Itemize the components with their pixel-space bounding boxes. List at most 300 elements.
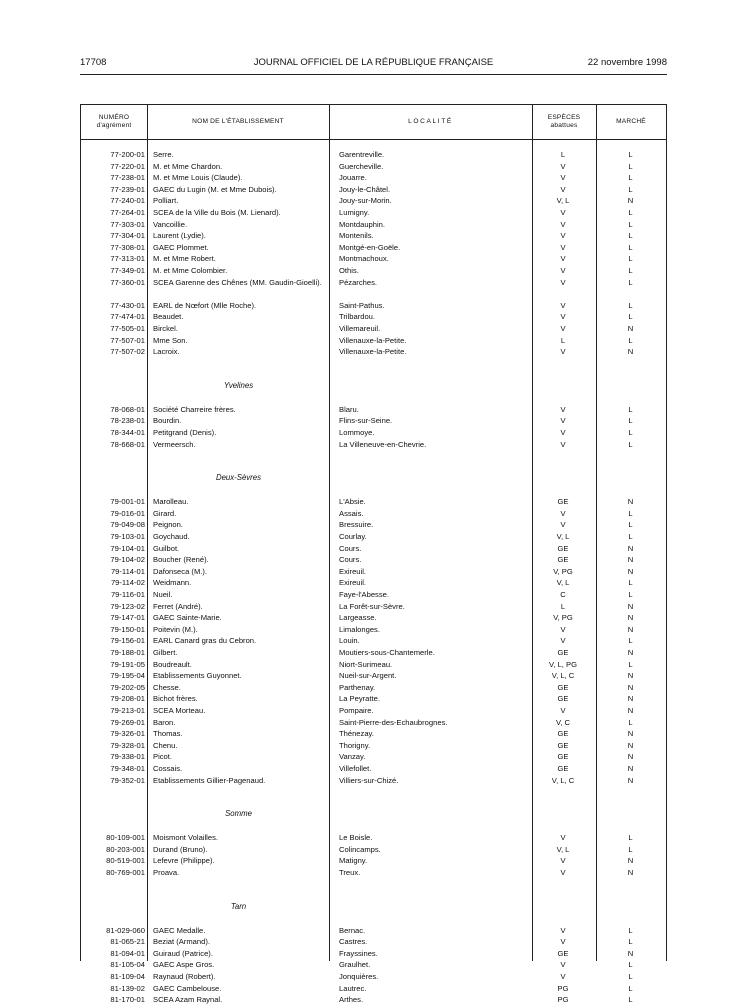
species: V [560,428,566,437]
establishment-name: Gilbert. [153,648,178,657]
table-row [81,948,666,960]
agrement-number: 79-269-01 [110,717,145,727]
locality: Pézarches. [339,277,377,287]
locality: Villiers-sur-Chizé. [339,775,399,785]
locality: La Peyratte. [339,694,380,704]
species: GE [557,764,569,773]
column-header-nom [147,105,329,139]
locality: Vanzay. [339,752,366,762]
table-row [81,624,666,636]
table-row [81,265,666,277]
column-header-localite-label: LOCALITÉ [408,118,453,125]
establishment-name: Marolleau. [153,497,189,507]
table-row [81,728,666,740]
department-heading: Tarn [230,901,247,911]
market: N [627,856,634,866]
establishment-name: Laurent (Lydie). [153,231,206,241]
species: V [560,242,566,252]
agrement-number: 80-109-001 [106,833,145,843]
department-heading: Somme [225,809,252,819]
species: GE [557,497,569,507]
agrement-number: 77-308-01 [110,242,145,252]
species: V [560,925,566,935]
market: L [628,717,633,727]
market: N [627,948,634,958]
species: L [560,335,566,345]
locality: Thorigny. [339,740,371,750]
market: N [627,497,634,507]
column-header-numero [81,105,147,139]
market: L [628,219,633,229]
agrement-number: 77-200-01 [110,150,145,159]
establishment-name: Mme Son. [153,335,188,345]
locality: Faye-l'Abesse. [339,590,389,599]
agrement-number: 79-104-02 [110,555,145,565]
locality: Matigny. [339,856,368,866]
establishment-name: Dafonseca (M.). [153,566,208,576]
agrement-number: 77-505-01 [110,324,145,333]
species: V [560,254,566,264]
table-row [81,195,666,207]
table-row [81,682,666,694]
market: N [627,613,634,623]
establishment-name: Proava. [153,868,180,877]
species: V [560,960,566,970]
species: GE [557,752,569,762]
table-row [81,971,666,983]
locality: Jouy-sur-Morin. [339,196,392,206]
agrement-number: 77-264-01 [110,208,145,217]
table-row [81,496,666,508]
table-row [81,323,666,335]
agrement-number: 77-360-01 [110,277,145,287]
locality: Lautrec. [339,983,367,993]
agrement-number: 80-519-001 [106,856,145,866]
locality: La Villeneuve-en-Chevrie. [339,439,427,449]
market: N [627,671,634,681]
market: L [628,983,633,993]
agrement-number: 79-123-02 [110,601,145,611]
species: V [560,868,566,877]
market: N [627,706,634,715]
agrement-number: 80-203-001 [106,844,145,854]
species: V [560,208,566,217]
species: C [560,590,566,599]
locality: Jouy-le-Châtel. [339,184,391,194]
table-row [81,335,666,347]
column-header-especes-line2: abattues [550,122,578,129]
column-header-especes-line1: ESPÈCES [547,114,581,121]
agrement-number: 77-507-02 [110,347,145,357]
table-row [81,554,666,566]
agrement-number: 79-326-01 [110,729,145,739]
table-row [81,300,666,312]
table-row [81,670,666,682]
table-row [81,740,666,752]
locality: Trilbardou. [339,312,376,322]
column-header-numero-line1: NUMÉRO [98,114,130,121]
species: GE [557,729,569,739]
establishment-name: SCEA Garenne des Chênes (MM. Gaudin-Gioelli). [153,277,322,287]
page-header [80,56,667,70]
establishment-name: GAEC Plommet. [153,242,209,252]
locality: Bressuire. [339,520,374,530]
market: N [627,324,634,333]
establishment-name: M. et Mme Colombier. [153,266,228,275]
establishment-name: GAEC Cambelouse. [153,983,222,993]
market: L [628,266,633,275]
species: V, L, C [551,671,575,681]
species: V, L, C [551,775,575,785]
column-header-nom-label: NOM DE L'ÉTABLISSEMENT [192,118,284,125]
market: L [628,208,633,217]
species: V, L [556,196,570,206]
establishment-name: Etablissements Gillier-Pagenaud. [153,775,266,785]
agrement-number: 79-328-01 [110,740,145,750]
table-row [81,172,666,184]
locality: Villenauxe-la-Petite. [339,335,407,345]
market: L [628,173,633,183]
locality: Lommoye. [339,428,375,437]
market: N [627,543,634,553]
table-row [81,612,666,624]
locality: Bernac. [339,925,366,935]
establishment-name: Bichot frères. [153,694,198,704]
establishment-name: GAEC Medalle. [153,925,206,935]
table-row [81,775,666,787]
establishment-name: Chenu. [153,740,178,750]
table-row [81,589,666,601]
species: V [560,266,566,275]
agrement-number: 79-114-02 [110,578,145,588]
agrement-number: 79-001-01 [110,497,145,507]
agrement-number: 79-208-01 [110,694,145,704]
market: L [628,578,633,588]
table-row [81,404,666,416]
locality: Louin. [339,636,360,646]
table-row [81,543,666,555]
agrement-number: 79-016-01 [110,508,145,518]
locality: Guercheville. [339,161,384,171]
locality: Blaru. [339,404,359,414]
publication-date: 22 novembre 1998 [587,57,667,68]
agrement-number: 78-238-01 [110,416,145,426]
establishment-name: Serre. [153,150,174,159]
locality: Niort-Surimeau. [339,659,393,669]
market: L [628,428,633,437]
establishment-name: SCEA de la Ville du Bois (M. Lienard). [153,208,281,217]
market: L [628,937,633,947]
market: L [628,161,633,171]
market: N [627,729,634,739]
agrement-number: 79-188-01 [110,648,145,657]
establishment-name: Vancoillie. [153,219,188,229]
establishment-name: Lefevre (Philippe). [153,856,215,866]
locality: Villemareuil. [339,324,381,333]
market: N [627,555,634,565]
establishment-name: Ferret (André). [153,601,203,611]
market: L [628,590,633,599]
market: L [628,508,633,518]
establishment-name: Polliart. [153,196,179,206]
species: L [560,601,566,611]
agrement-number: 79-191-05 [110,659,145,669]
table-row [81,508,666,520]
agrement-number: 79-104-01 [110,543,145,553]
market: L [628,150,633,159]
agrement-number: 77-304-01 [110,231,145,241]
table-row [81,439,666,451]
establishment-name: GAEC du Lugin (M. et Mme Dubois). [153,184,277,194]
table-row [81,855,666,867]
locality: Exireuil. [339,566,367,576]
species: V [560,624,566,634]
species: V, PG [553,613,573,623]
species: GE [557,543,569,553]
establishment-name: M. et Mme Robert. [153,254,216,264]
establishment-name: SCEA Azam Raynal. [153,995,223,1005]
agrement-number: 77-507-01 [110,335,145,345]
establishment-name: Guilbot. [153,543,180,553]
establishment-name: Weidmann. [153,578,192,588]
department-heading: Yvelines [223,380,254,390]
table-row [81,219,666,231]
table-row [81,161,666,173]
locality: Moutiers-sous-Chantemerle. [339,648,435,657]
species: GE [557,740,569,750]
agrement-number: 79-116-01 [110,590,145,599]
locality: Montenils. [339,231,374,241]
locality: Lumigny. [339,208,370,217]
agrement-number: 79-348-01 [110,764,145,773]
locality: Flins-sur-Seine. [339,416,393,426]
species: V [560,508,566,518]
table-row [81,427,666,439]
species: V [560,856,566,866]
market: L [628,520,633,530]
department-heading: Deux-Sèvres [215,473,262,483]
establishment-name: Baron. [153,717,176,727]
locality: Largeasse. [339,613,377,623]
table-row [81,705,666,717]
establishment-name: EARL de Nœfort (Mlle Roche). [153,300,257,310]
locality: Frayssines. [339,948,378,958]
species: GE [557,648,569,657]
agrement-number: 79-103-01 [110,532,145,541]
locality: Limalonges. [339,624,380,634]
market: N [627,648,634,657]
table-row [81,577,666,589]
agrement-number: 77-349-01 [110,266,145,275]
establishment-name: Boudreault. [153,659,192,669]
table-row [81,566,666,578]
market: L [628,833,633,843]
header-row-divider [81,139,666,140]
table-row [81,149,666,161]
species: V [560,416,566,426]
species: V [560,347,566,357]
table-row [81,751,666,763]
market: L [628,416,633,426]
agrement-number: 78-668-01 [110,439,145,449]
agrement-number: 77-430-01 [110,300,145,310]
establishment-name: Cossais. [153,764,183,773]
market: N [627,624,634,634]
species: V [560,833,566,843]
market: N [627,740,634,750]
species: GE [557,948,569,958]
establishment-name: Boucher (René). [153,555,209,565]
table-row [81,959,666,971]
agrement-number: 81-105-04 [110,960,145,970]
species: V [560,520,566,530]
agrement-number: 79-150-01 [110,624,145,634]
agrement-number: 79-338-01 [110,752,145,762]
species: V, L [556,844,570,854]
establishment-name: SCEA Morteau. [153,706,206,715]
table-row [81,832,666,844]
market: L [628,231,633,241]
locality: Montdauphin. [339,219,386,229]
locality: Cours. [339,543,362,553]
table-row [81,346,666,358]
table-row [81,242,666,254]
locality: L'Absie. [339,497,366,507]
establishment-name: GAEC Sainte-Marie. [153,613,222,623]
table-row [81,531,666,543]
locality: La Forêt-sur-Sèvre. [339,601,405,611]
agrement-number: 81-094-01 [110,948,145,958]
locality: Exireuil. [339,578,367,588]
market: L [628,972,633,981]
establishment-name: Beaudet. [153,312,184,322]
locality: Othis. [339,266,359,275]
species: GE [557,555,569,565]
locality: Nueil-sur-Argent. [339,671,397,681]
agrement-number: 77-240-01 [110,196,145,206]
species: V [560,219,566,229]
table-row [81,207,666,219]
market: L [628,995,633,1005]
table-row [81,844,666,856]
locality: Saint-Pathus. [339,300,385,310]
establishment-name: Goychaud. [153,532,190,541]
table-row [81,659,666,671]
locality: Courlay. [339,532,367,541]
species: V [560,184,566,194]
agrement-number: 78-344-01 [110,428,145,437]
establishment-name: Etablissements Guyonnet. [153,671,242,681]
market: L [628,532,633,541]
species: V [560,173,566,183]
header-divider [80,74,667,75]
agrement-number: 79-195-04 [110,671,145,681]
species: V [560,404,566,414]
species: V [560,937,566,947]
table-row [81,253,666,265]
locality: Garentreville. [339,150,385,159]
establishment-name: M. et Mme Louis (Claude). [153,173,243,183]
establishment-name: Durand (Bruno). [153,844,208,854]
agrement-number: 79-114-01 [110,566,145,576]
agrement-number: 78-068-01 [110,404,145,414]
agrement-number: 81-170-01 [110,995,145,1005]
locality: Saint-Pierre-des-Echaubrognes. [339,717,448,727]
species: GE [557,694,569,704]
column-header-especes [532,105,596,139]
species: V [560,231,566,241]
species: V [560,706,566,715]
establishment-name: Société Charreire frères. [153,404,236,414]
species: PG [557,995,569,1005]
agrement-number: 77-303-01 [110,219,145,229]
locality: Parthenay. [339,682,376,692]
market: L [628,404,633,414]
establishment-name: Bourdin. [153,416,182,426]
market: L [628,184,633,194]
column-header-marche-label: MARCHÉ [616,118,646,125]
establishment-name: Thomas. [153,729,183,739]
agrement-number: 79-156-01 [110,636,145,646]
species: V [560,161,566,171]
agrement-number: 77-239-01 [110,184,145,194]
table-row [81,717,666,729]
agrement-number: 79-147-01 [110,613,145,623]
species: V [560,439,566,449]
table-row [81,601,666,613]
agrement-number: 81-139-02 [110,983,145,993]
species: V [560,972,566,981]
species: V, C [555,717,571,727]
establishment-name: Petitgrand (Denis). [153,428,217,437]
agrement-number: 77-238-01 [110,173,145,183]
table-row [81,230,666,242]
locality: Cours. [339,555,362,565]
market: N [627,347,634,357]
establishment-name: Birckel. [153,324,178,333]
establishment-name: EARL Canard gras du Cebron. [153,636,257,646]
locality: Treux. [339,868,361,877]
establishment-name: GAEC Aspe Gros. [153,960,215,970]
agrement-number: 79-352-01 [110,775,145,785]
agrement-number: 77-313-01 [110,254,145,264]
market: N [627,694,634,704]
agrement-number: 79-202-05 [110,682,145,692]
market: L [628,300,633,310]
table-row [81,519,666,531]
species: V [560,324,566,333]
table-row [81,936,666,948]
table-row [81,311,666,323]
locality: Assais. [339,508,364,518]
establishment-name: Chesse. [153,682,181,692]
locality: Castres. [339,937,368,947]
table-row [81,277,666,301]
market: L [628,659,633,669]
market: L [628,636,633,646]
market: N [627,868,634,877]
locality: Montgé-en-Goële. [339,242,401,252]
locality: Thénezay. [339,729,374,739]
establishments-table [80,104,667,1005]
establishment-name: Raynaud (Robert). [153,972,216,981]
market: N [627,775,634,785]
agrement-number: 79-213-01 [110,706,145,715]
locality: Colincamps. [339,844,381,854]
establishment-name: Peignon. [153,520,183,530]
establishment-name: Picot. [153,752,172,762]
table-row [81,693,666,705]
